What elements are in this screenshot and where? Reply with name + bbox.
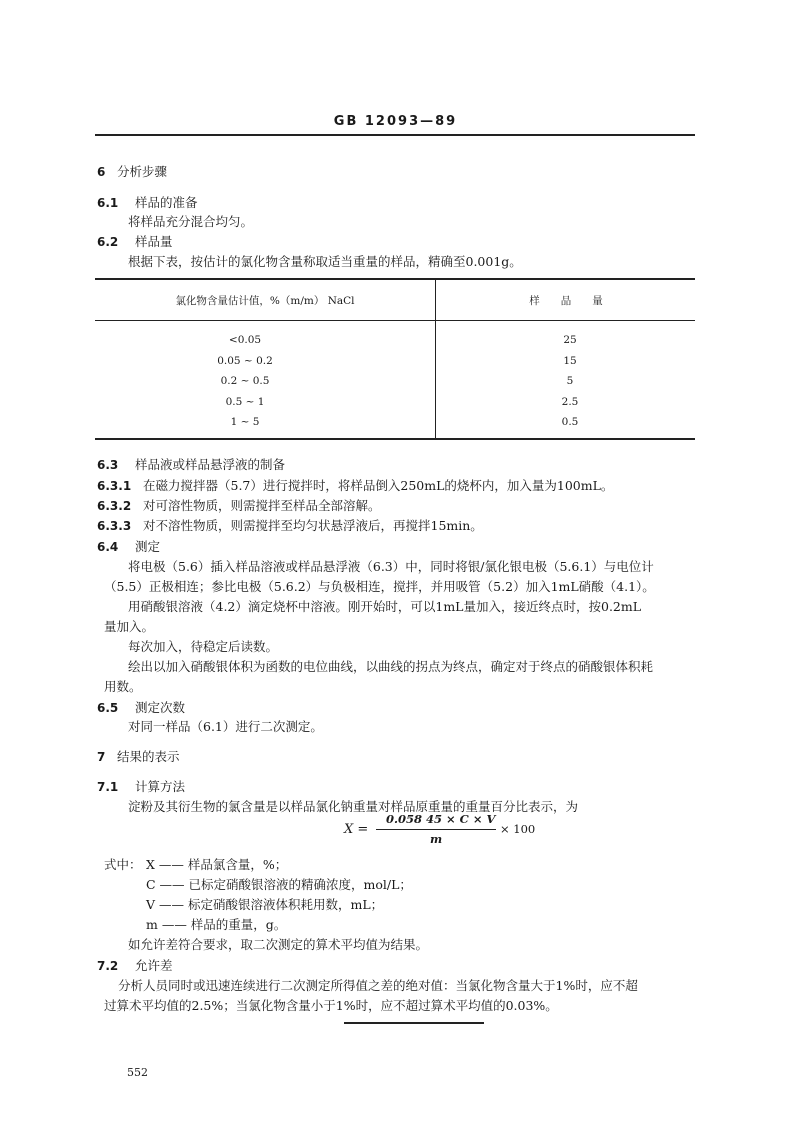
- section-7-1-final: 如允许差符合要求，取二次测定的算术平均值为结果。: [128, 937, 429, 952]
- section-6-1-heading: 6.1 样品的准备: [97, 195, 198, 210]
- header-rule: [95, 134, 695, 136]
- section-6-4-heading: 6.4 测定: [97, 539, 161, 554]
- formula-rhs: × 100: [500, 822, 536, 836]
- formula-variable-m: m —— 样品的重量，g。: [146, 917, 287, 932]
- formula-where: 式中：: [104, 857, 142, 872]
- table-cell-amount: 2.5: [561, 396, 579, 408]
- table-header-range: 氯化物含量估计值，%（m/m） NaCl: [175, 295, 355, 307]
- formula-variable-c: C —— 已标定硝酸银溶液的精确浓度，mol/L；: [146, 877, 412, 892]
- section-7-2-line2: 过算术平均值的2.5%；当氯化物含量小于1%时，应不超过算术平均值的0.03%。: [104, 998, 558, 1013]
- document-header: GB 12093—89: [333, 114, 458, 129]
- section-6-2-heading: 6.2 样品量: [97, 234, 173, 249]
- table-top-rule: [95, 278, 695, 280]
- section-6-3-heading: 6.3 样品液或样品悬浮液的制备: [97, 457, 286, 472]
- end-rule: [344, 1022, 484, 1024]
- formula-lhs: X =: [344, 822, 369, 837]
- page-number: 552: [127, 1066, 148, 1079]
- section-6-4-para4-line2: 用数。: [104, 679, 142, 694]
- section-6-heading: 6 分析步骤: [97, 164, 168, 179]
- section-7-2-line1: 分析人员同时或迅速连续进行二次测定所得值之差的绝对值：当氯化物含量大于1%时，应不超: [118, 978, 638, 993]
- table-header-amount: 样 品 量: [529, 295, 603, 307]
- section-6-3-1: 6.3.1 在磁力搅拌器（5.7）进行搅拌时，将样品倒入250mL的烧杯内，加入量为100mL。: [97, 478, 614, 493]
- formula-variable-v: V —— 标定硝酸银溶液体积耗用数，mL；: [146, 897, 384, 912]
- table-cell-range: 0.05 ~ 0.2: [217, 355, 273, 367]
- section-7-heading: 7 结果的表示: [97, 749, 180, 764]
- section-6-4-para3: 每次加入，待稳定后读数。: [128, 639, 279, 654]
- table-cell-range: 0.2 ~ 0.5: [220, 375, 270, 387]
- section-6-4-para2-line2: 量加入。: [104, 619, 155, 634]
- formula-numerator: 0.058 45 × C × V: [386, 812, 496, 826]
- section-6-4-para1-line2: （5.5）正极相连；参比电极（5.6.2）与负极相连，搅拌，并用吸管（5.2）加入1mL硝酸（4.1）。: [104, 579, 655, 594]
- table-cell-amount: 5: [566, 375, 574, 387]
- table-cell-amount: 25: [563, 334, 577, 346]
- table-cell-range: <0.05: [228, 334, 262, 346]
- table-cell-range: 0.5 ~ 1: [225, 396, 265, 408]
- section-6-4-para1-line1: 将电极（5.6）插入样品溶液或样品悬浮液（6.3）中，同时将银/氯化银电极（5.6.1）与电位计: [128, 559, 654, 574]
- section-6-5-heading: 6.5 测定次数: [97, 700, 186, 715]
- table-cell-amount: 0.5: [561, 416, 579, 428]
- section-6-3-2: 6.3.2 对可溶性物质，则需搅拌至样品全部溶解。: [97, 498, 381, 513]
- table-cell-range: 1 ~ 5: [230, 416, 260, 428]
- section-6-4-para2-line1: 用硝酸银溶液（4.2）滴定烧杯中溶液。刚开始时，可以1mL量加入，接近终点时，按0.2mL: [128, 599, 642, 614]
- section-6-3-3: 6.3.3 对不溶性物质，则需搅拌至均匀状悬浮液后，再搅拌15min。: [97, 518, 483, 533]
- table-cell-amount: 15: [563, 355, 577, 367]
- section-7-2-heading: 7.2 允许差: [97, 958, 173, 973]
- section-6-4-para4-line1: 绘出以加入硝酸银体积为函数的电位曲线，以曲线的拐点为终点，确定对于终点的硝酸银体积耗: [128, 659, 654, 674]
- formula-variable-x: X —— 样品氯含量，%；: [146, 857, 288, 872]
- section-7-1-heading: 7.1 计算方法: [97, 779, 186, 794]
- table-header-rule: [95, 320, 695, 321]
- section-7-1-text: 淀粉及其衍生物的氯含量是以样品氯化钠重量对样品原重量的重量百分比表示，为: [128, 799, 579, 814]
- formula-denominator: m: [430, 832, 443, 846]
- table-bottom-rule: [95, 438, 695, 440]
- formula-fraction-bar: [376, 829, 496, 830]
- section-6-1-text: 将样品充分混合均匀。: [128, 214, 254, 229]
- section-6-5-text: 对同一样品（6.1）进行二次测定。: [128, 719, 323, 734]
- section-6-2-text: 根据下表，按估计的氯化物含量称取适当重量的样品，精确至0.001g。: [128, 254, 522, 269]
